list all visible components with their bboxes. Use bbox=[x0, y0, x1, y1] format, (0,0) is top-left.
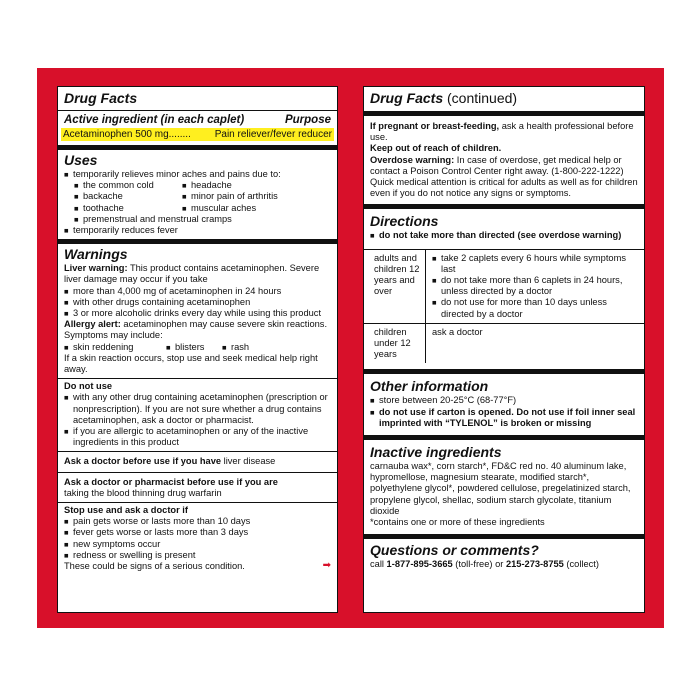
pregnancy-label: If pregnant or breast-feeding, bbox=[370, 121, 500, 131]
drug-facts-label bbox=[37, 68, 664, 628]
questions-section bbox=[364, 534, 644, 573]
phone-collect-note: (collect) bbox=[563, 559, 599, 570]
use-item: ■ backache bbox=[74, 191, 182, 202]
warnings-section bbox=[58, 239, 337, 378]
stop-use-section bbox=[58, 502, 337, 575]
do-not-use-title: Do not use bbox=[64, 381, 113, 392]
ask-doctor-section bbox=[58, 451, 337, 471]
questions-title: Questions or comments? bbox=[370, 542, 539, 559]
active-ingredient-heading: Active ingredient (in each caplet) bbox=[64, 114, 245, 126]
directions-section bbox=[364, 204, 644, 369]
do-not-use-item: ■ with any other drug containing acetaminophen (prescription or nonprescription). If you are not sure whether a drug contains acetaminophen, ask a doctor or pharmacist. bbox=[64, 392, 331, 426]
allergy-alert-text: acetaminophen may cause severe skin reactions. Symptoms may include: bbox=[64, 319, 328, 341]
stop-item: ■ fever gets worse or lasts more than 3 days bbox=[64, 527, 331, 538]
phone-toll-free-note: (toll-free) or bbox=[452, 559, 506, 570]
call-prefix: call bbox=[370, 559, 387, 570]
drug-facts-header bbox=[58, 87, 337, 110]
use-item: ■ premenstrual and menstrual cramps bbox=[74, 214, 331, 225]
children-label: children under 12 years bbox=[364, 323, 426, 364]
use-item: ■ the common cold bbox=[74, 180, 182, 191]
uses-fever: ■ temporarily reduces fever bbox=[64, 225, 331, 236]
adults-item: ■ take 2 caplets every 6 hours while symptoms last bbox=[432, 253, 642, 275]
allergy-items bbox=[64, 342, 331, 353]
allergy-item: ■ skin reddening bbox=[64, 342, 166, 353]
liver-item: ■ more than 4,000 mg of acetaminophen in 24 hours bbox=[64, 286, 331, 297]
directions-title: Directions bbox=[370, 213, 439, 230]
liver-warning bbox=[64, 263, 331, 285]
stop-use-title: Stop use and ask a doctor if bbox=[64, 505, 188, 516]
drug-facts-continued-header bbox=[364, 87, 644, 111]
continued-label: (continued) bbox=[443, 90, 518, 106]
adults-label: adults and children 12 years and over bbox=[364, 250, 426, 323]
adults-item: ■ do not use for more than 10 days unless directed by a doctor bbox=[432, 297, 642, 319]
other-information-section bbox=[364, 369, 644, 435]
do-not-use-item: ■ if you are allergic to acetaminophen or any of the inactive ingredients in this product bbox=[64, 426, 331, 448]
left-panel bbox=[57, 86, 338, 613]
ask-doctor-label: Ask a doctor before use if you have bbox=[64, 456, 222, 467]
liver-item: ■ 3 or more alcoholic drinks every day while using this product bbox=[64, 308, 331, 319]
continue-arrow-icon: ➡ bbox=[322, 560, 331, 572]
questions-contact bbox=[370, 559, 638, 570]
ask-pharmacist-text: taking the blood thinning drug warfarin bbox=[64, 487, 222, 498]
warnings-title: Warnings bbox=[64, 246, 128, 263]
uses-intro: ■ temporarily relieves minor aches and pains due to: bbox=[64, 169, 331, 180]
allergy-alert-label: Allergy alert: bbox=[64, 319, 121, 330]
do-not-use-section bbox=[58, 378, 337, 451]
inactive-ingredients-title: Inactive ingredients bbox=[370, 444, 502, 461]
active-purpose: Pain reliever/fever reducer bbox=[214, 129, 332, 140]
ask-pharmacist-label: Ask a doctor or pharmacist before use if you are bbox=[64, 476, 278, 487]
pregnancy-warning bbox=[370, 121, 638, 143]
keep-out-of-reach: Keep out of reach of children. bbox=[370, 143, 502, 154]
active-ingredient-highlight bbox=[61, 128, 334, 141]
overdose-text: In case of overdose, get medical help or contact a Poison Control Center right away. (1-800-222-1222) Quick medical attention is critical for adults as well as for children even if you do not notice any signs or symptoms. bbox=[370, 154, 638, 199]
adults-item: ■ do not take more than 6 caplets in 24 hours, unless directed by a doctor bbox=[432, 275, 642, 297]
ask-pharmacist-section bbox=[58, 472, 337, 502]
other-information-title: Other information bbox=[370, 378, 489, 395]
inactive-ingredients-note: *contains one or more of these ingredients bbox=[370, 517, 545, 528]
other-store: ■ store between 20-25°C (68-77°F) bbox=[370, 395, 638, 406]
liver-item: ■ with other drugs containing acetaminophen bbox=[64, 297, 331, 308]
use-item: ■ minor pain of arthritis bbox=[182, 191, 331, 202]
adults-directions bbox=[426, 250, 644, 323]
phone-toll-free: 1-877-895-3665 bbox=[386, 559, 453, 570]
stop-item: ■ pain gets worse or lasts more than 10 days bbox=[64, 516, 331, 527]
pregnancy-text: ask a health professional before use. bbox=[370, 121, 634, 143]
children-directions: ask a doctor bbox=[426, 323, 644, 364]
directions-table bbox=[364, 249, 644, 364]
ask-doctor bbox=[64, 456, 331, 467]
drug-facts-title: Drug Facts bbox=[64, 90, 138, 106]
inactive-ingredients-section bbox=[364, 435, 644, 534]
other-carton: ■ do not use if carton is opened. Do not use if foil inner seal imprinted with “TYLENOL” is broken or missing bbox=[370, 407, 638, 429]
uses-title: Uses bbox=[64, 152, 98, 168]
inactive-ingredients-text: carnauba wax*, corn starch*, FD&C red no. 40 aluminum lake, hypromellose, magnesium stearate, modified starch*, polyethylene glycol*, powdered cellulose, pregelatinized starch, propylene glycol, shellac, sodium starch glycolate, titanium dioxide bbox=[370, 461, 631, 516]
allergy-after: If a skin reaction occurs, stop use and seek medical help right away. bbox=[64, 352, 318, 375]
allergy-item: ■ rash bbox=[222, 342, 249, 353]
purpose-heading: Purpose bbox=[284, 114, 331, 126]
stop-item: ■ redness or swelling is present bbox=[64, 550, 331, 561]
allergy-alert bbox=[64, 319, 331, 341]
liver-warning-label: Liver warning: bbox=[64, 263, 128, 274]
overdose-label: Overdose warning: bbox=[370, 154, 455, 165]
overdose-warning bbox=[370, 155, 638, 200]
right-panel bbox=[363, 86, 645, 613]
allergy-item: ■ blisters bbox=[166, 342, 222, 353]
use-item: ■ toothache bbox=[74, 203, 182, 214]
uses-section bbox=[58, 145, 337, 239]
stop-after: These could be signs of a serious condition. bbox=[64, 561, 245, 572]
uses-grid bbox=[64, 180, 331, 214]
pregnancy-section bbox=[364, 111, 644, 204]
ask-doctor-text: liver disease bbox=[221, 456, 276, 467]
use-item: ■ headache bbox=[182, 180, 331, 191]
active-ingredient-section bbox=[58, 110, 337, 145]
liver-warning-text: This product contains acetaminophen. Severe liver damage may occur if you take bbox=[64, 263, 320, 285]
directions-intro: ■ do not take more than directed (see overdose warning) bbox=[370, 230, 638, 241]
phone-collect: 215-273-8755 bbox=[505, 559, 564, 570]
drug-facts-continued-title: Drug Facts bbox=[370, 90, 444, 106]
use-item: ■ muscular aches bbox=[182, 203, 331, 214]
stop-item: ■ new symptoms occur bbox=[64, 539, 331, 550]
active-ingredient: Acetaminophen 500 mg........ bbox=[63, 129, 191, 140]
